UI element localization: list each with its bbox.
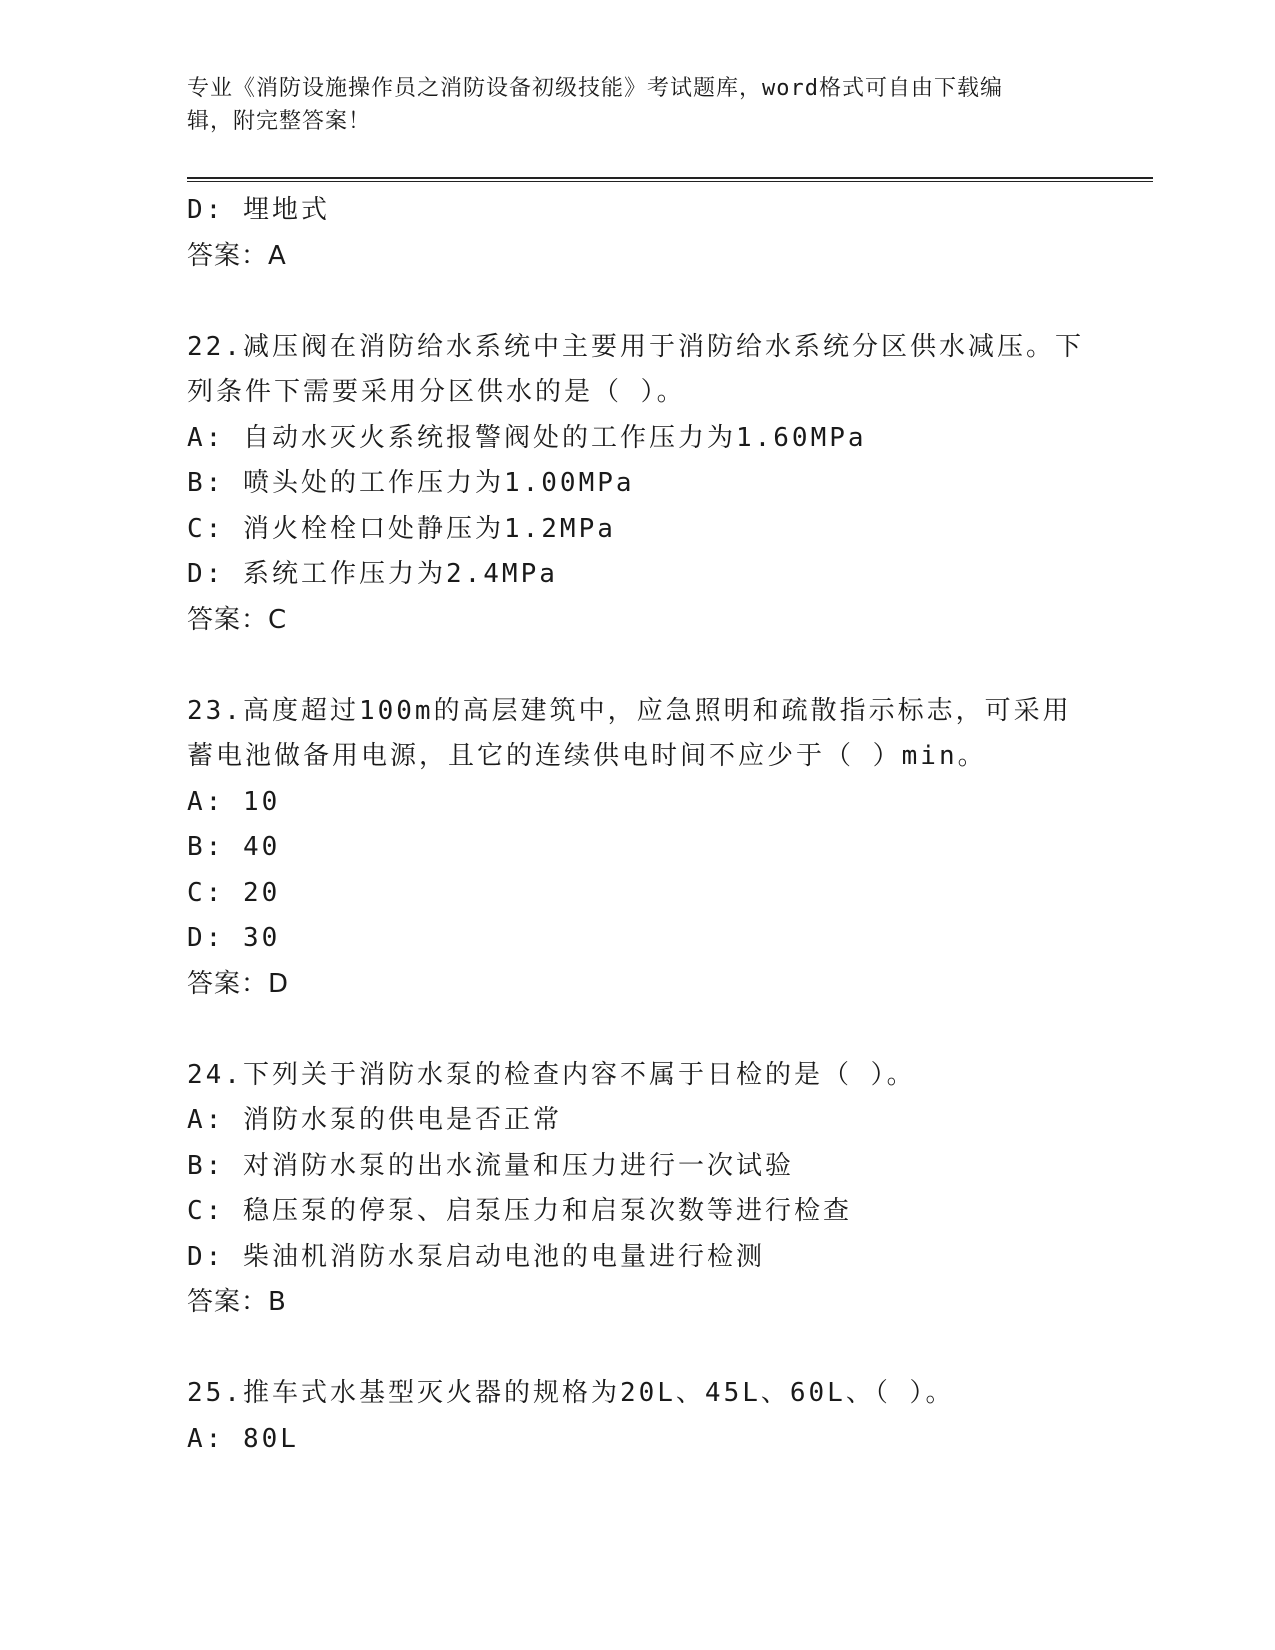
- previous-question-tail: [187, 188, 1087, 279]
- option-a: A: 消防水泵的供电是否正常: [187, 1105, 562, 1135]
- answer-label: 答案：A: [187, 240, 287, 271]
- option-a: A: 自动水灭火系统报警阀处的工作压力为1.60MPa: [187, 422, 867, 453]
- question-stem-line: 列条件下需要采用分区供水的是（ ）。: [187, 377, 686, 407]
- answer-label: 答案：B: [187, 1287, 287, 1317]
- question-stem-line: 22.减压阀在消防给水系统中主要用于消防给水系统分区供水减压。下: [187, 331, 1084, 362]
- option-b: B: 喷头处的工作压力为1.00MPa: [187, 468, 635, 498]
- option-c: C: 稳压泵的停泵、启泵压力和启泵次数等进行检查: [187, 1196, 852, 1226]
- question-23: [187, 689, 1087, 1008]
- question-22: [187, 325, 1087, 644]
- option-b: B: 对消防水泵的出水流量和压力进行一次试验: [187, 1150, 794, 1181]
- answer-label: 答案：C: [187, 604, 288, 635]
- question-25: [187, 1371, 1087, 1462]
- header-line-2: 辑，附完整答案！: [187, 109, 372, 134]
- option-b: B: 40: [187, 832, 281, 862]
- header-line-1: 专业《消防设施操作员之消防设备初级技能》考试题库，word格式可自由下载编: [187, 76, 1003, 101]
- option-c: C: 20: [187, 877, 281, 908]
- option-d: D: 柴油机消防水泵启动电池的电量进行检测: [187, 1241, 765, 1272]
- option-c: C: 消火栓栓口处静压为1.2MPa: [187, 513, 616, 544]
- option-d: D: 30: [187, 923, 281, 953]
- question-24: [187, 1053, 1087, 1326]
- question-stem-line: 25.推车式水基型灭火器的规格为20L、45L、60L、（ ）。: [187, 1378, 955, 1408]
- answer-label: 答案：D: [187, 968, 290, 999]
- page-header: [187, 72, 1067, 138]
- option-a: A: 10: [187, 786, 281, 817]
- header-divider: [187, 177, 1153, 182]
- option-d: D: 系统工作压力为2.4MPa: [187, 559, 558, 589]
- question-stem-line: 蓄电池做备用电源，且它的连续供电时间不应少于（ ）min。: [187, 741, 987, 771]
- question-stem-line: 24.下列关于消防水泵的检查内容不属于日检的是（ ）。: [187, 1059, 916, 1090]
- option-d: D: 埋地式: [187, 195, 330, 225]
- question-stem-line: 23.高度超过100m的高层建筑中，应急照明和疏散指示标志，可采用: [187, 695, 1072, 726]
- option-a: A: 80L: [187, 1423, 299, 1454]
- question-list: [187, 188, 1087, 1462]
